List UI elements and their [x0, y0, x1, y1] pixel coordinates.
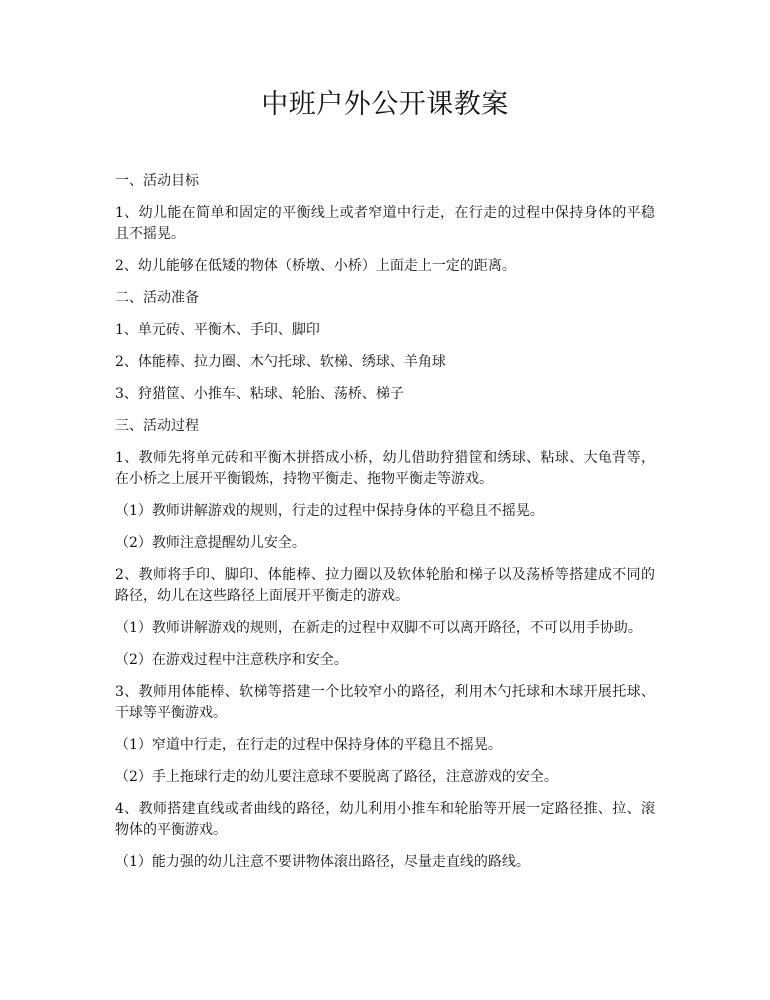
- paragraph: 2、体能棒、拉力圈、木勺托球、软梯、绣球、羊角球: [115, 354, 446, 370]
- paragraph: （2）教师注意提醒幼儿安全。: [115, 535, 306, 551]
- section-heading-goals: 一、活动目标: [115, 173, 199, 189]
- paragraph: 1、教师先将单元砖和平衡木拼搭成小桥，幼儿借助狩猎筐和绣球、粘球、大龟背等，在小桥之上展开平衡锻炼，持物平衡走、拖物平衡走等游戏。: [115, 450, 655, 487]
- paragraph: （1）教师讲解游戏的规则，行走的过程中保持身体的平稳且不摇晃。: [115, 503, 544, 519]
- section-heading-preparation: 二、活动准备: [115, 290, 199, 306]
- paragraph: 2、幼儿能够在低矮的物体（桥墩、小桥）上面走上一定的距离。: [115, 258, 516, 274]
- paragraph: （2）手上拖球行走的幼儿要注意球不要脱离了路径，注意游戏的安全。: [115, 769, 558, 785]
- document-body: [115, 171, 655, 873]
- paragraph: （1）教师讲解游戏的规则，在新走的过程中双脚不可以离开路径，不可以用手协助。: [115, 620, 642, 636]
- paragraph: 2、教师将手印、脚印、体能棒、拉力圈以及软体轮胎和梯子以及荡桥等搭建成不同的路径，幼儿在这些路径上面展开平衡走的游戏。: [115, 567, 655, 604]
- paragraph: （1）能力强的幼儿注意不要讲物体滚出路径，尽量走直线的路线。: [115, 854, 530, 870]
- paragraph: 1、单元砖、平衡木、手印、脚印: [115, 322, 320, 338]
- paragraph: 3、狩猎筐、小推车、粘球、轮胎、荡桥、梯子: [115, 386, 404, 402]
- paragraph: （2）在游戏过程中注意秩序和安全。: [115, 652, 348, 668]
- section-heading-process: 三、活动过程: [115, 418, 199, 434]
- paragraph: 3、教师用体能棒、软梯等搭建一个比较窄小的路径，利用木勺托球和木球开展托球、干球等平衡游戏。: [115, 684, 655, 721]
- paragraph: 4、教师搭建直线或者曲线的路径，幼儿利用小推车和轮胎等开展一定路径推、拉、滚物体的平衡游戏。: [115, 801, 655, 838]
- paragraph: 1、幼儿能在简单和固定的平衡线上或者窄道中行走，在行走的过程中保持身体的平稳且不摇晃。: [115, 205, 655, 242]
- document-title: 中班户外公开课教案: [261, 89, 509, 120]
- paragraph: （1）窄道中行走，在行走的过程中保持身体的平稳且不摇晃。: [115, 737, 502, 753]
